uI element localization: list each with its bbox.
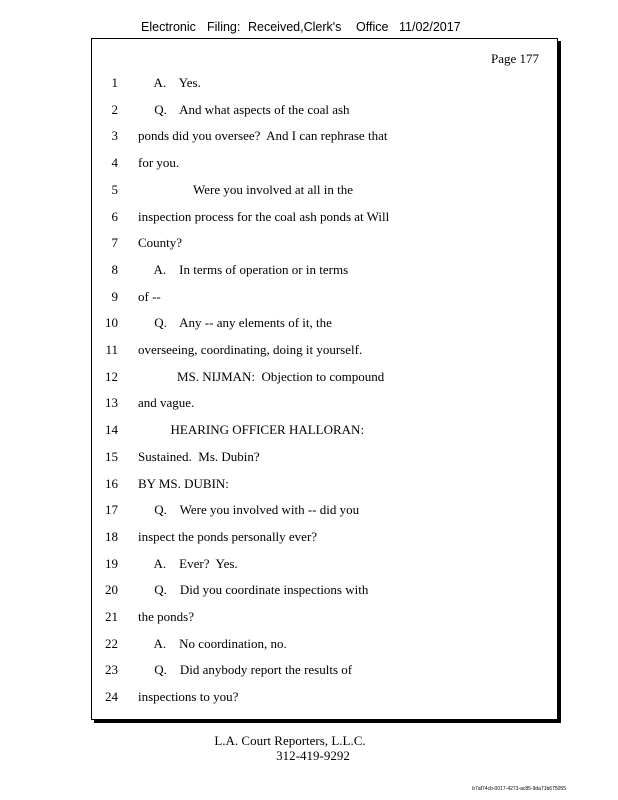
header-office: Office bbox=[356, 20, 389, 34]
transcript-line bbox=[92, 609, 557, 627]
line-number: 20 bbox=[105, 582, 118, 598]
line-number: 22 bbox=[105, 635, 118, 651]
line-number: 21 bbox=[105, 609, 118, 624]
line-number: 10 bbox=[105, 315, 118, 331]
transcript-line bbox=[92, 422, 557, 440]
line-number: 16 bbox=[105, 475, 118, 491]
line-text: BY MS. DUBIN: bbox=[138, 475, 229, 491]
line-text: A. In terms of operation or in terms bbox=[138, 261, 349, 277]
line-number: 2 bbox=[111, 101, 118, 117]
document-hash: b7af74cb-0017-4273-ac85-9da71b675055 bbox=[472, 786, 566, 792]
transcript-line bbox=[92, 75, 557, 93]
line-text: Q. And what aspects of the coal ash bbox=[138, 101, 350, 117]
line-text: A. No coordination, no. bbox=[138, 635, 287, 651]
line-text: inspection process for the coal ash ponds at Will bbox=[138, 208, 390, 224]
line-number: 1 bbox=[111, 75, 118, 90]
transcript-line bbox=[92, 262, 557, 280]
transcript-line bbox=[92, 182, 557, 200]
line-text: for you. bbox=[138, 155, 180, 171]
transcript-line bbox=[92, 155, 557, 173]
page-number: Page 177 bbox=[490, 51, 539, 66]
header-filing: Filing: bbox=[207, 20, 241, 34]
transcript-line bbox=[92, 476, 557, 494]
transcript-line bbox=[92, 369, 557, 387]
line-text: Q. Did you coordinate inspections with bbox=[138, 582, 369, 598]
line-text: County? bbox=[138, 235, 183, 251]
transcript-line bbox=[92, 315, 557, 333]
line-number: 17 bbox=[105, 502, 118, 518]
footer-company: L.A. Court Reporters, L.L.C. bbox=[214, 733, 366, 748]
transcript-line bbox=[92, 342, 557, 360]
line-number: 12 bbox=[105, 368, 118, 384]
line-text: Q. Were you involved with -- did you bbox=[138, 502, 360, 518]
transcript-line bbox=[92, 289, 557, 307]
line-text: A. Ever? Yes. bbox=[138, 555, 238, 571]
line-number: 15 bbox=[105, 448, 118, 464]
line-number: 8 bbox=[111, 261, 118, 277]
line-number: 19 bbox=[105, 555, 118, 571]
transcript-line bbox=[92, 128, 557, 146]
line-number: 14 bbox=[105, 422, 118, 438]
line-number: 24 bbox=[105, 689, 118, 705]
line-number: 23 bbox=[105, 662, 118, 678]
transcript-line bbox=[92, 582, 557, 600]
line-number: 13 bbox=[105, 395, 118, 411]
line-number: 9 bbox=[111, 288, 118, 304]
line-text: inspect the ponds personally ever? bbox=[138, 528, 318, 544]
transcript-line bbox=[92, 529, 557, 547]
line-number: 6 bbox=[111, 208, 118, 224]
transcript-line bbox=[92, 689, 557, 707]
transcript-line bbox=[92, 662, 557, 680]
transcript-line bbox=[92, 636, 557, 654]
line-text: Sustained. Ms. Dubin? bbox=[138, 448, 260, 464]
filing-header bbox=[0, 20, 618, 38]
transcript-line bbox=[92, 209, 557, 227]
line-text: Q. Did anybody report the results of bbox=[138, 662, 353, 678]
transcript-page bbox=[91, 38, 558, 720]
header-electronic: Electronic bbox=[141, 20, 196, 34]
line-text: HEARING OFFICER HALLORAN: bbox=[138, 422, 365, 438]
line-text: overseeing, coordinating, doing it yourself. bbox=[138, 342, 363, 357]
line-text: ponds did you oversee? And I can rephrase that bbox=[138, 128, 388, 144]
line-number: 5 bbox=[111, 181, 118, 197]
transcript-line bbox=[92, 556, 557, 574]
line-text: and vague. bbox=[138, 395, 195, 411]
line-text: A. Yes. bbox=[138, 75, 201, 90]
header-received-clerks: Received,Clerk's bbox=[248, 20, 342, 34]
line-text: the ponds? bbox=[138, 609, 194, 624]
line-text: Q. Any -- any elements of it, the bbox=[138, 315, 332, 331]
transcript-line bbox=[92, 502, 557, 520]
line-number: 4 bbox=[111, 155, 118, 171]
transcript-line bbox=[92, 235, 557, 253]
line-text: inspections to you? bbox=[138, 689, 239, 705]
line-text: of -- bbox=[138, 288, 161, 304]
line-number: 7 bbox=[111, 235, 118, 251]
transcript-line bbox=[92, 449, 557, 467]
transcript-line bbox=[92, 395, 557, 413]
line-number: 3 bbox=[111, 128, 118, 144]
line-number: 18 bbox=[105, 528, 118, 544]
transcript-line bbox=[92, 102, 557, 120]
footer-phone: 312-419-9292 bbox=[276, 748, 350, 763]
line-number: 11 bbox=[105, 342, 118, 357]
header-date: 11/02/2017 bbox=[399, 20, 461, 34]
line-text: Were you involved at all in the bbox=[138, 181, 353, 197]
line-text: MS. NIJMAN: Objection to compound bbox=[138, 368, 385, 384]
